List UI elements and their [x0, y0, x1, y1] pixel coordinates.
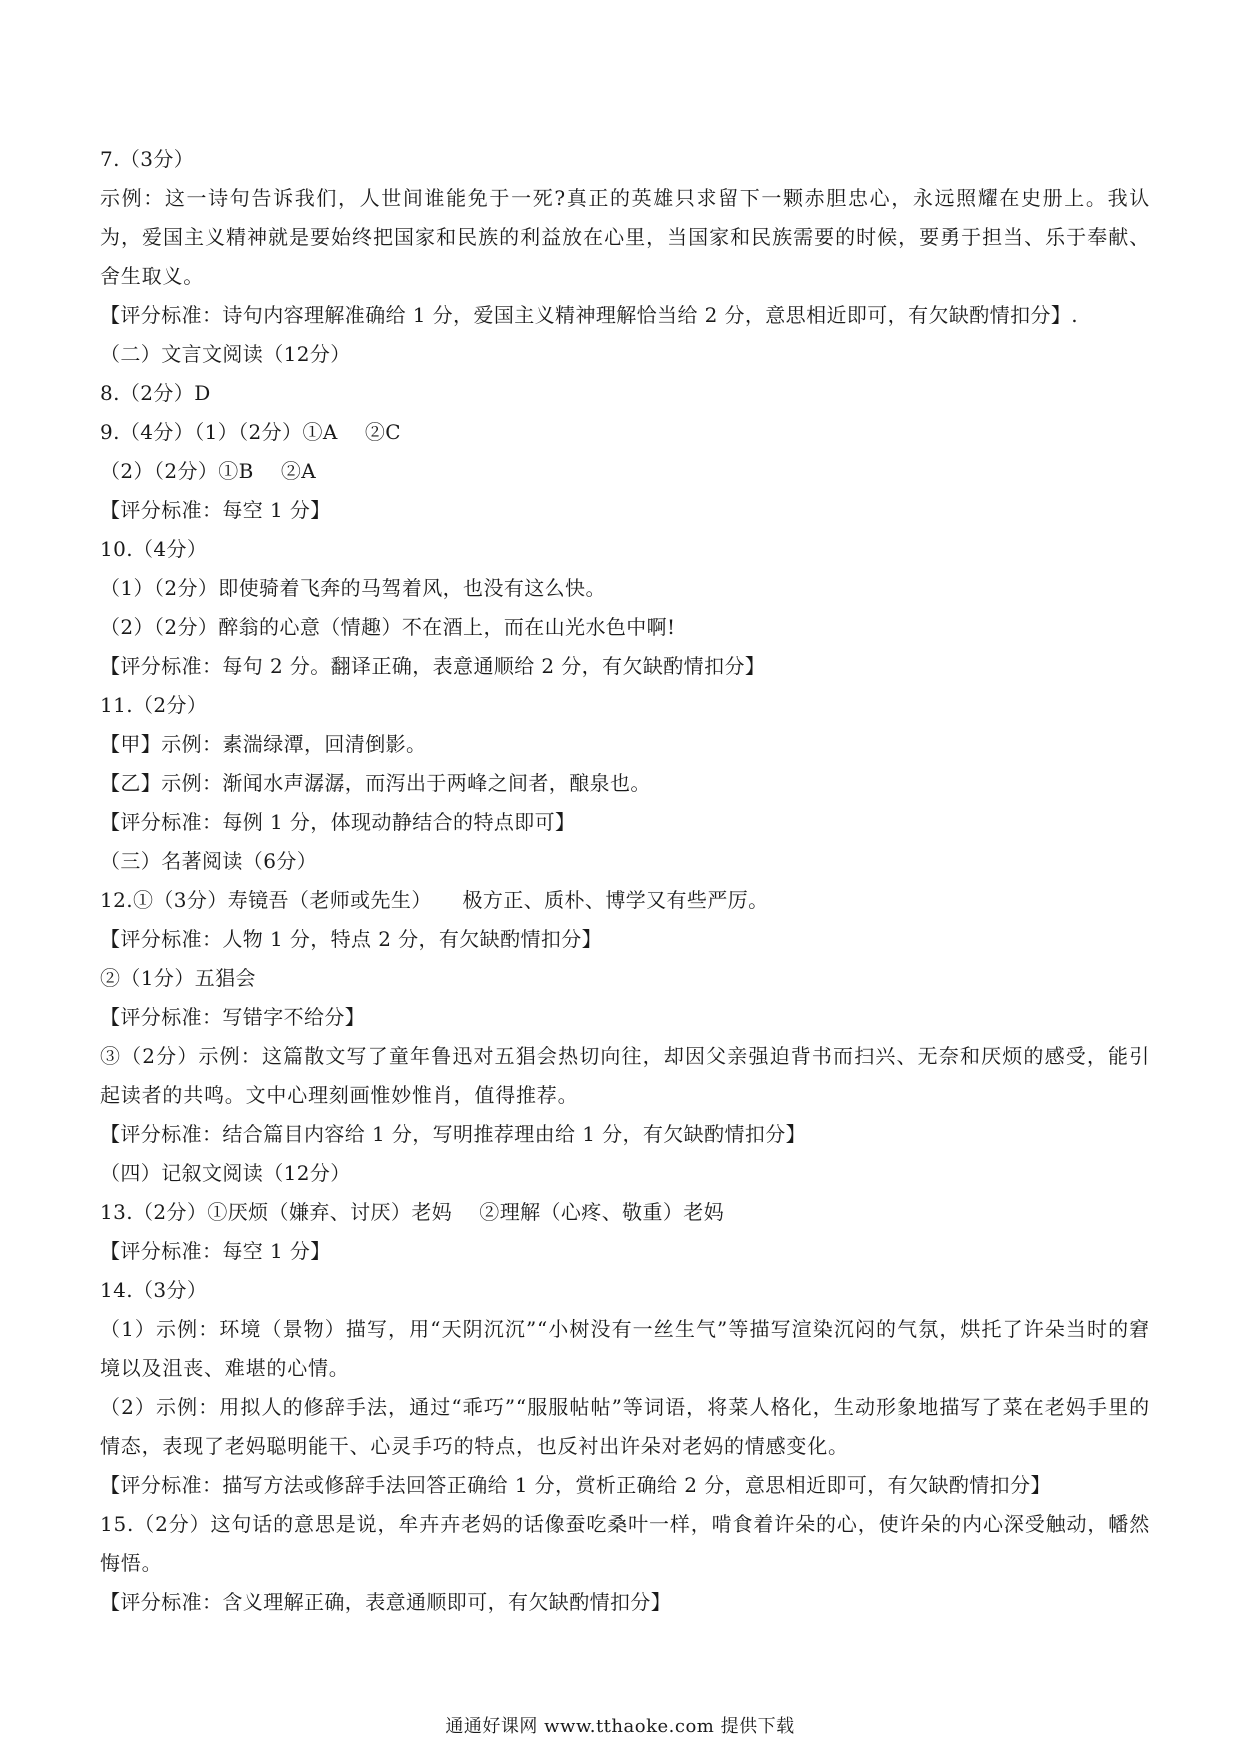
q8-answer: 8.（2分）D [100, 381, 211, 405]
q9-answer-1: 9.（4分）（1）（2分）①A ②C [100, 420, 401, 444]
q11-scoring: 【评分标准：每例 1 分，体现动静结合的特点即可】 [100, 810, 576, 834]
q9-answer-2: （2）（2分）①B ②A [100, 459, 317, 483]
answer-key-content [100, 140, 1150, 1622]
q7-heading: 7.（3分） [100, 147, 195, 171]
q12-scoring-1: 【评分标准：人物 1 分，特点 2 分，有欠缺酌情扣分】 [100, 927, 603, 951]
q9-scoring: 【评分标准：每空 1 分】 [100, 498, 331, 522]
q7-example: 示例：这一诗句告诉我们，人世间谁能免于一死?真正的英雄只求留下一颗赤胆忠心，永远照耀在史册上。我认为，爱国主义精神就是要始终把国家和民族的利益放在心里，当国家和民族需要的时候，要勇于担当、乐于奉献、舍生取义。 [100, 186, 1150, 288]
q15-scoring: 【评分标准：含义理解正确，表意通顺即可，有欠缺酌情扣分】 [100, 1590, 672, 1614]
q10-answer-2: （2）（2分）醉翁的心意（情趣）不在酒上，而在山光水色中啊! [100, 615, 676, 639]
page-footer: 通通好课网 www.tthaoke.com 提供下载 [445, 1716, 795, 1737]
q12-answer-3: ③（2分）示例：这篇散文写了童年鲁迅对五猖会热切向往，却因父亲强迫背书而扫兴、无奈和厌烦的感受，能引起读者的共鸣。文中心理刻画惟妙惟肖，值得推荐。 [100, 1044, 1150, 1107]
q10-scoring: 【评分标准：每句 2 分。翻译正确，表意通顺给 2 分，有欠缺酌情扣分】 [100, 654, 766, 678]
section-classics-reading: （三）名著阅读（6分） [100, 849, 318, 873]
q10-answer-1: （1）（2分）即使骑着飞奔的马驾着风，也没有这么快。 [100, 576, 606, 600]
q14-heading: 14.（3分） [100, 1278, 208, 1302]
q15-answer: 15.（2分）这句话的意思是说，牟卉卉老妈的话像蚕吃桑叶一样，啃食着许朵的心，使许朵的内心深受触动，幡然悔悟。 [100, 1512, 1150, 1575]
q11-heading: 11.（2分） [100, 693, 208, 717]
section-classical-reading: （二）文言文阅读（12分） [100, 342, 351, 366]
q14-answer-1: （1）示例：环境（景物）描写，用“天阴沉沉”“小树没有一丝生气”等描写渲染沉闷的气氛，烘托了许朵当时的窘境以及沮丧、难堪的心情。 [100, 1317, 1150, 1380]
q14-scoring: 【评分标准：描写方法或修辞手法回答正确给 1 分，赏析正确给 2 分，意思相近即可，有欠缺酌情扣分】 [100, 1473, 1051, 1497]
q12-answer-1: 12.①（3分）寿镜吾（老师或先生） 极方正、质朴、博学又有些严厉。 [100, 888, 769, 912]
section-narrative-reading: （四）记叙文阅读（12分） [100, 1161, 351, 1185]
q12-answer-2: ②（1分）五猖会 [100, 966, 256, 990]
q13-scoring: 【评分标准：每空 1 分】 [100, 1239, 331, 1263]
q14-answer-2: （2）示例：用拟人的修辞手法，通过“乖巧”“服服帖帖”等词语，将菜人格化，生动形象地描写了菜在老妈手里的情态，表现了老妈聪明能干、心灵手巧的特点，也反衬出许朵对老妈的情感变化。 [100, 1395, 1150, 1458]
q11-answer-yi: 【乙】示例：渐闻水声潺潺，而泻出于两峰之间者，酿泉也。 [100, 771, 651, 795]
q12-scoring-3: 【评分标准：结合篇目内容给 1 分，写明推荐理由给 1 分，有欠缺酌情扣分】 [100, 1122, 807, 1146]
q11-answer-jia: 【甲】示例：素湍绿潭，回清倒影。 [100, 732, 427, 756]
q12-scoring-2: 【评分标准：写错字不给分】 [100, 1005, 366, 1029]
q7-scoring: 【评分标准：诗句内容理解准确给 1 分，爱国主义精神理解恰当给 2 分，意思相近即可，有欠缺酌情扣分】. [100, 303, 1079, 327]
q10-heading: 10.（4分） [100, 537, 208, 561]
q13-answer: 13.（2分）①厌烦（嫌弃、讨厌）老妈 ②理解（心疼、敬重）老妈 [100, 1200, 725, 1224]
